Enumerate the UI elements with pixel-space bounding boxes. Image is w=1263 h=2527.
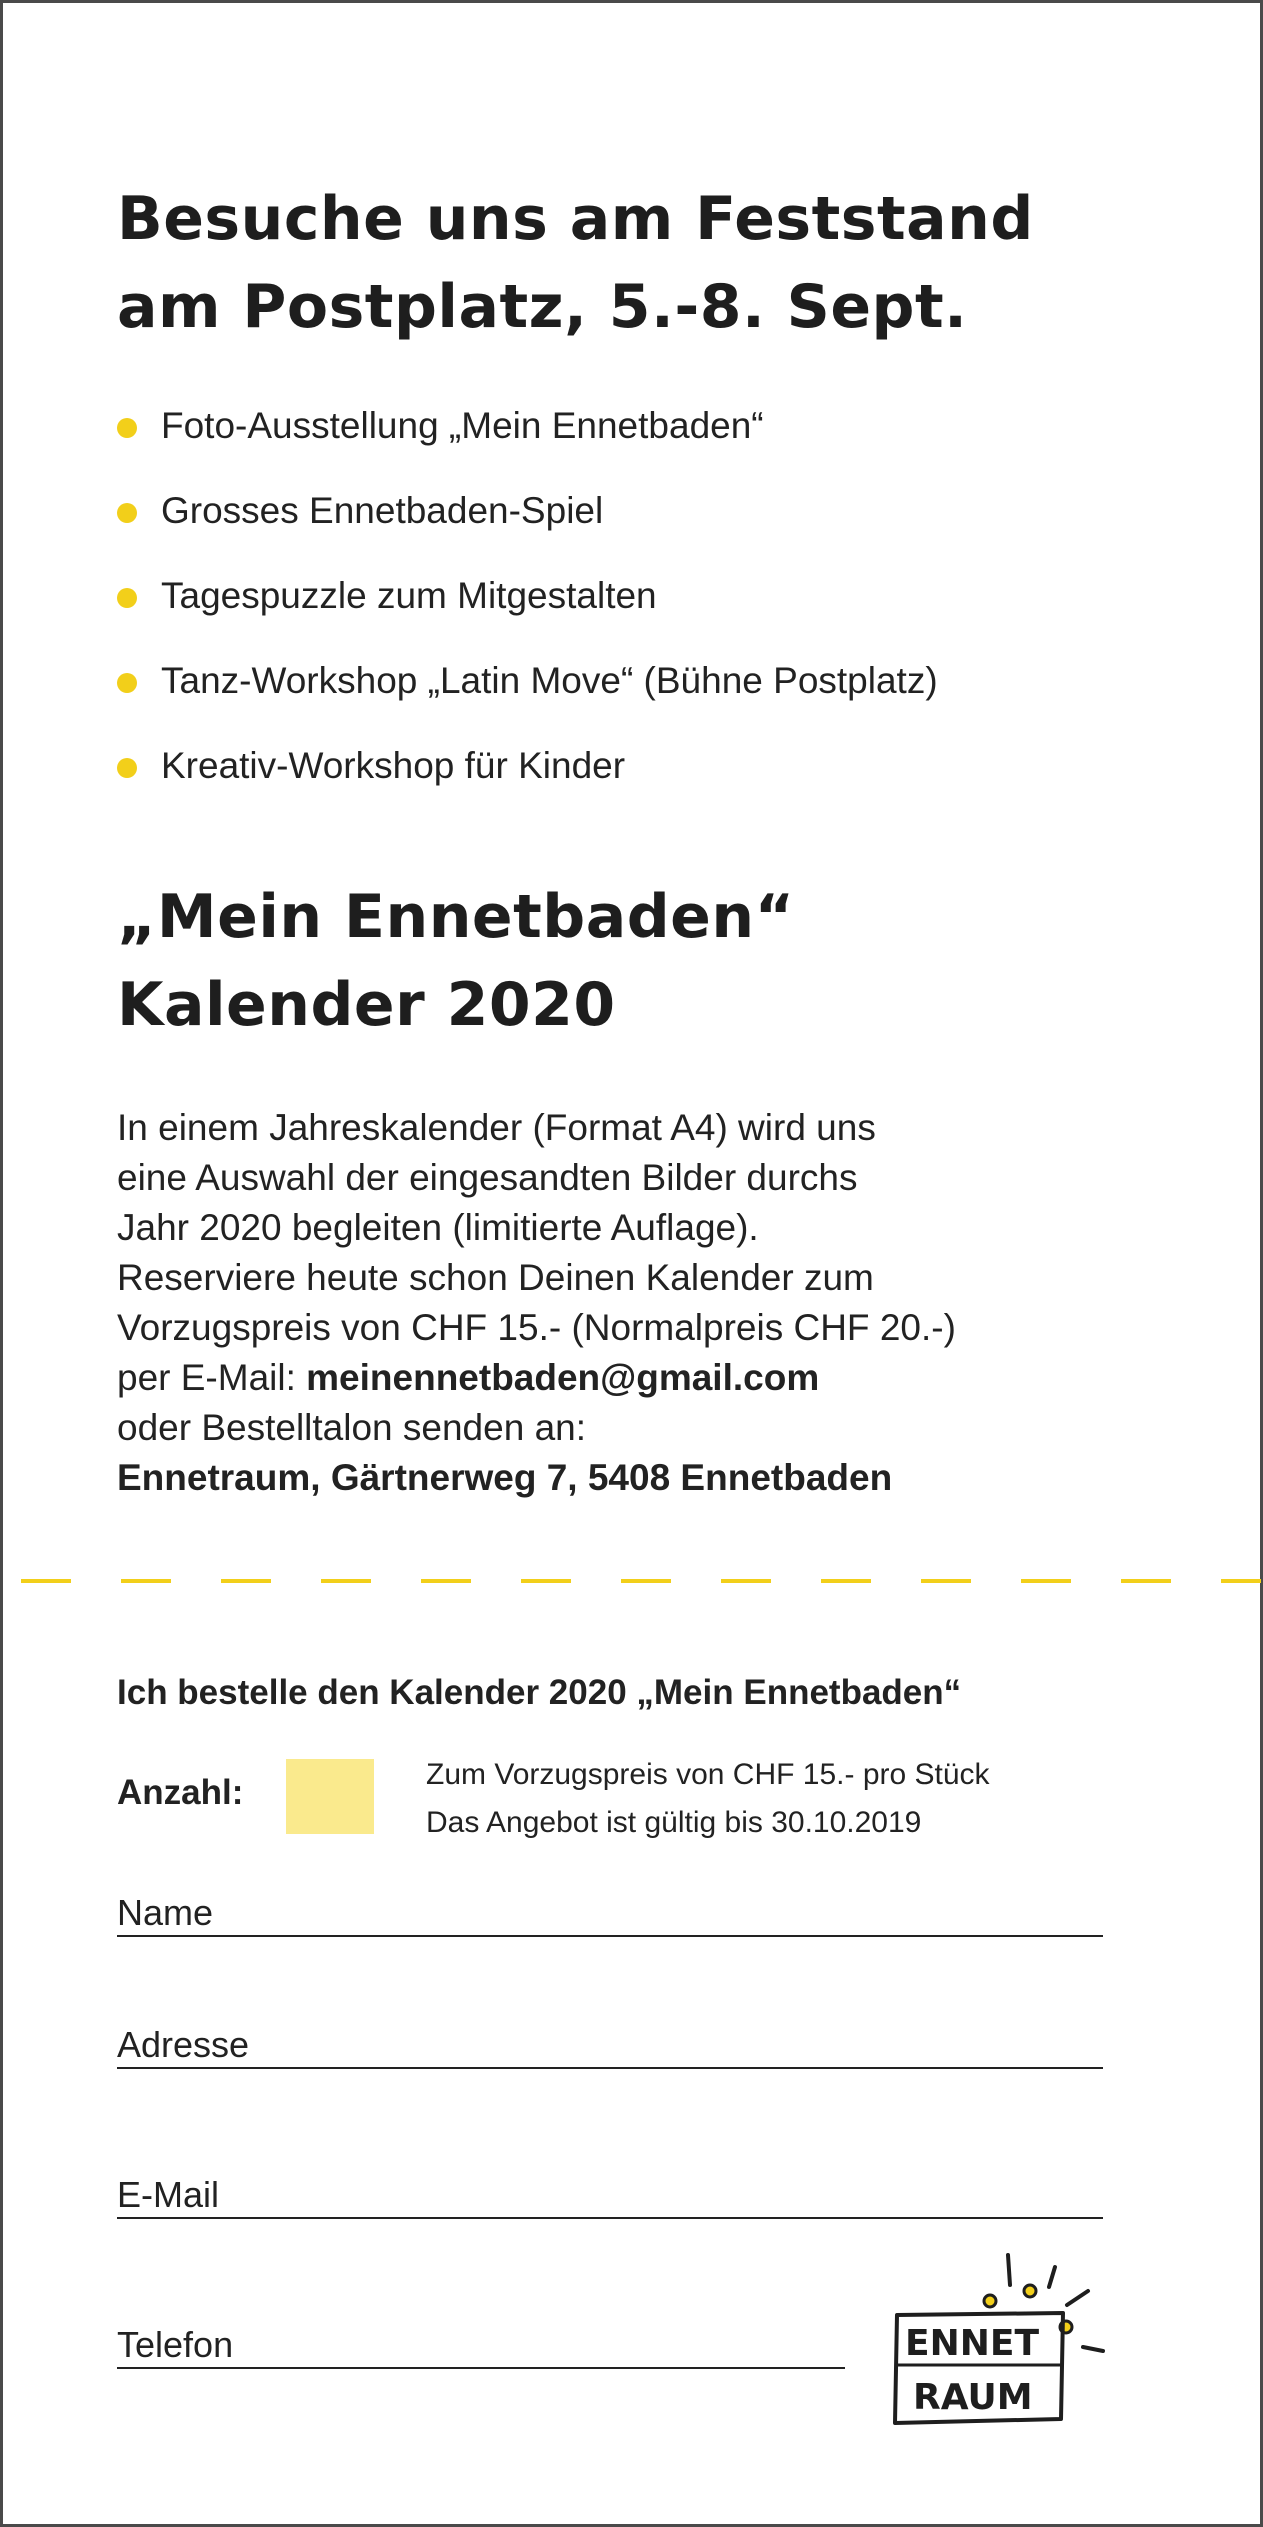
email-field[interactable] xyxy=(117,2173,1103,2219)
bullet-dot-icon xyxy=(117,758,137,778)
logo-text-ennet: ENNET xyxy=(905,2323,1039,2364)
address-line xyxy=(117,2067,1103,2069)
program-list xyxy=(117,396,938,821)
list-item: Kreativ-Workshop für Kinder xyxy=(117,736,938,821)
offer-info: Zum Vorzugspreis von CHF 15.- pro Stück Das Angebot ist gültig bis 30.10.2019 xyxy=(426,1758,990,1839)
ennetraum-logo xyxy=(883,2243,1143,2433)
calendar-headline-line-1: „Mein Ennetbaden“ xyxy=(117,882,795,952)
address-field[interactable] xyxy=(117,2023,1103,2069)
bullet-dot-icon xyxy=(117,418,137,438)
name-line xyxy=(117,1935,1103,1937)
quantity-field[interactable] xyxy=(286,1759,374,1834)
order-address: Ennetraum, Gärtnerweg 7, 5408 Ennetbaden xyxy=(117,1457,893,1498)
phone-line xyxy=(117,2367,845,2369)
email-line xyxy=(117,2217,1103,2219)
name-field[interactable] xyxy=(117,1891,1103,1937)
calendar-headline xyxy=(117,873,795,1049)
bullet-dot-icon xyxy=(117,673,137,693)
logo-text-raum: RAUM xyxy=(913,2377,1033,2418)
order-form-title: Ich bestelle den Kalender 2020 „Mein Ennetbaden“ xyxy=(117,1673,962,1712)
order-email-link[interactable]: meinennetbaden@gmail.com xyxy=(306,1357,820,1398)
headline-line-1: Besuche uns am Feststand xyxy=(117,184,1034,254)
calendar-description: In einem Jahreskalender (Format A4) wird uns eine Auswahl der eingesandten Bilder durchs Jahr 2020 begleiten (limitierte Auflage). Reserviere heute schon Deinen Kalender zum Vorzugspreis von CHF 15.- (Normalpreis CHF 20.-) per E-Mail: meinennetbaden@gmail.com oder Bestelltalon senden an: Ennetraum, Gärtnerweg 7, 5408 Ennetbaden xyxy=(117,1103,1117,1503)
email-label: E-Mail xyxy=(117,2174,220,2215)
cut-line xyxy=(21,1578,1261,1584)
list-item: Tagespuzzle zum Mitgestalten xyxy=(117,566,938,651)
calendar-headline-line-2: Kalender 2020 xyxy=(117,970,616,1040)
quantity-label: Anzahl: xyxy=(117,1773,244,1812)
list-item: Grosses Ennetbaden-Spiel xyxy=(117,481,938,566)
address-label: Adresse xyxy=(117,2024,250,2065)
name-label: Name xyxy=(117,1892,214,1933)
bullet-dot-icon xyxy=(117,588,137,608)
headline-line-2: am Postplatz, 5.-8. Sept. xyxy=(117,272,968,342)
bullet-dot-icon xyxy=(117,503,137,523)
list-item: Tanz-Workshop „Latin Move“ (Bühne Postplatz) xyxy=(117,651,938,736)
list-item: Foto-Ausstellung „Mein Ennetbaden“ xyxy=(117,396,938,481)
feststand-headline xyxy=(117,175,1034,351)
phone-field[interactable] xyxy=(117,2323,845,2369)
phone-label: Telefon xyxy=(117,2324,234,2365)
